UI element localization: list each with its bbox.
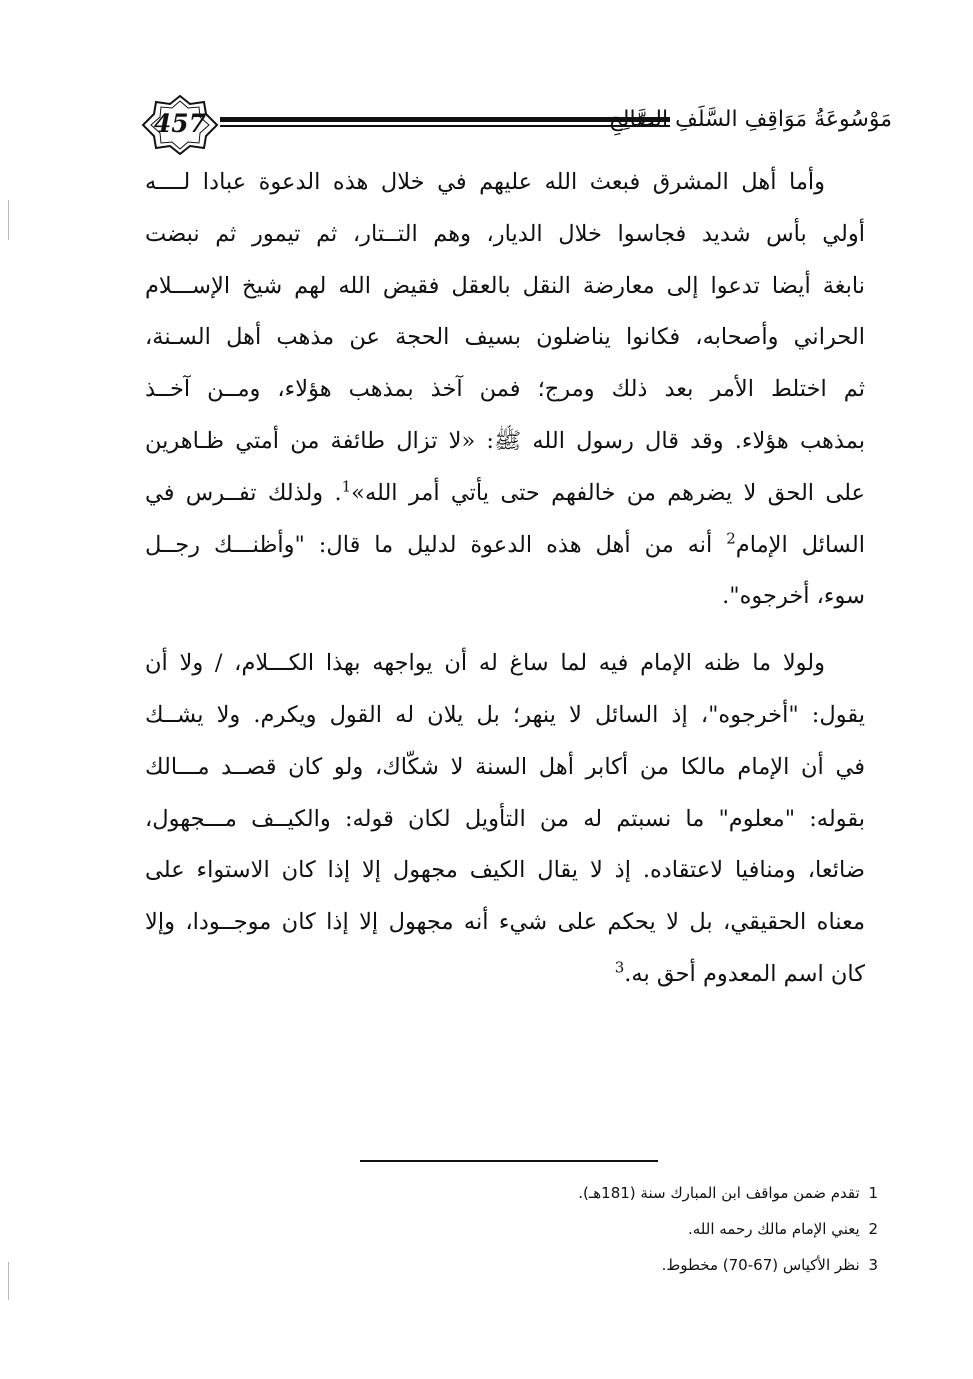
footnote-separator (360, 1160, 658, 1162)
line-text: كان اسم المعدوم أحق به. (624, 960, 865, 987)
header-rule (220, 114, 670, 128)
footnote-item (400, 1211, 878, 1247)
text-line: وأما أهل المشرق فبعث الله عليهم في خلال هذه الدعوة عبادا لــــه (145, 169, 825, 195)
footnote-ref[interactable]: 3 (614, 958, 625, 977)
footnote-number: 1 (868, 1184, 878, 1202)
line-text: على الحق لا يضرهم من خالفهم حتى يأتي أمر الله» (351, 479, 865, 506)
text-line: نابغة أيضا تدعوا إلى معارضة النقل بالعقل فقيض الله لهم شيخ الإســـلام (145, 272, 865, 299)
text-line: بمذهب هؤلاء. وقد قال رسول الله ﷺ: «لا تزال طائفة من أمتي ظـاهرين (145, 427, 865, 454)
text-line (145, 949, 865, 1001)
scan-edge-mark (8, 1262, 9, 1300)
text-line: معناه الحقيقي، بل لا يحكم على شيء أنه مجهول إلا إذا كان موجــودا، وإلا (145, 909, 865, 936)
line-text: السائل الإمام (735, 531, 865, 558)
footnote-ref[interactable]: 1 (341, 477, 352, 496)
footnote-text: تقدم ضمن مواقف ابن المبارك سنة (181هـ). (578, 1184, 860, 1202)
book-title: مَوْسُوعَةُ مَوَاقِفِ السَّلَفِ الصَّالِحِ (608, 107, 892, 132)
text-line: يقول: "أخرجوه"، إذ السائل لا ينهر؛ بل يلان له القول ويكرم. ولا يشــك (145, 701, 865, 728)
footnotes (400, 1175, 878, 1283)
text-line: بقوله: "معلوم" ما نسبتم له من التأويل لكان قوله: والكيــف مـــجهول، (145, 805, 865, 832)
text-line (145, 468, 865, 520)
text-line: سوء، أخرجوه". (722, 583, 865, 610)
text-line (145, 520, 865, 572)
footnote-number: 2 (868, 1220, 878, 1238)
footnote-number: 3 (868, 1256, 878, 1274)
text-line: ضائعا، ومنافيا لاعتقاده. إذ لا يقال الكيف مجهول إلا إذا كان الاستواء على (145, 857, 865, 884)
footnote-text: نظر الأكياس (67-70) مخطوط. (661, 1256, 860, 1274)
footnote-item (400, 1175, 878, 1211)
text-line: ولولا ما ظنه الإمام فيه لما ساغ له أن يواجهه بهذا الكـــلام، / ولا أن (145, 650, 825, 677)
footnote-ref[interactable]: 2 (726, 529, 736, 548)
text-line: في أن الإمام مالكا من أكابر أهل السنة لا شكّاك، ولو كان قصــد مـــالك (145, 753, 865, 780)
scan-edge-mark (8, 200, 9, 240)
main-text (145, 157, 865, 1001)
line-text: أنه من أهل هذه الدعوة لدليل ما قال: "وأظنـــك رجــل (145, 531, 727, 558)
paragraph (145, 638, 865, 1001)
footnote-text: يعني الإمام مالك رحمه الله. (687, 1220, 860, 1238)
text-line: ثم اختلط الأمر بعد ذلك ومرج؛ فمن آخذ بمذهب هؤلاء، ومــن آخــذ (145, 376, 865, 403)
page-number-badge (140, 94, 220, 156)
page-number: 457 (153, 109, 207, 138)
footnote-item (400, 1247, 878, 1283)
text-line: الحراني وأصحابه، فكانوا يناضلون بسيف الحجة عن مذهب أهل السـنة، (145, 324, 865, 351)
line-text: . ولذلك تفــرس في (145, 479, 342, 506)
page-header (140, 94, 892, 156)
text-line: أولي بأس شديد فجاسوا خلال الديار، وهم التــتار، ثم تيمور ثم نبضت (145, 220, 865, 247)
paragraph (145, 157, 865, 623)
